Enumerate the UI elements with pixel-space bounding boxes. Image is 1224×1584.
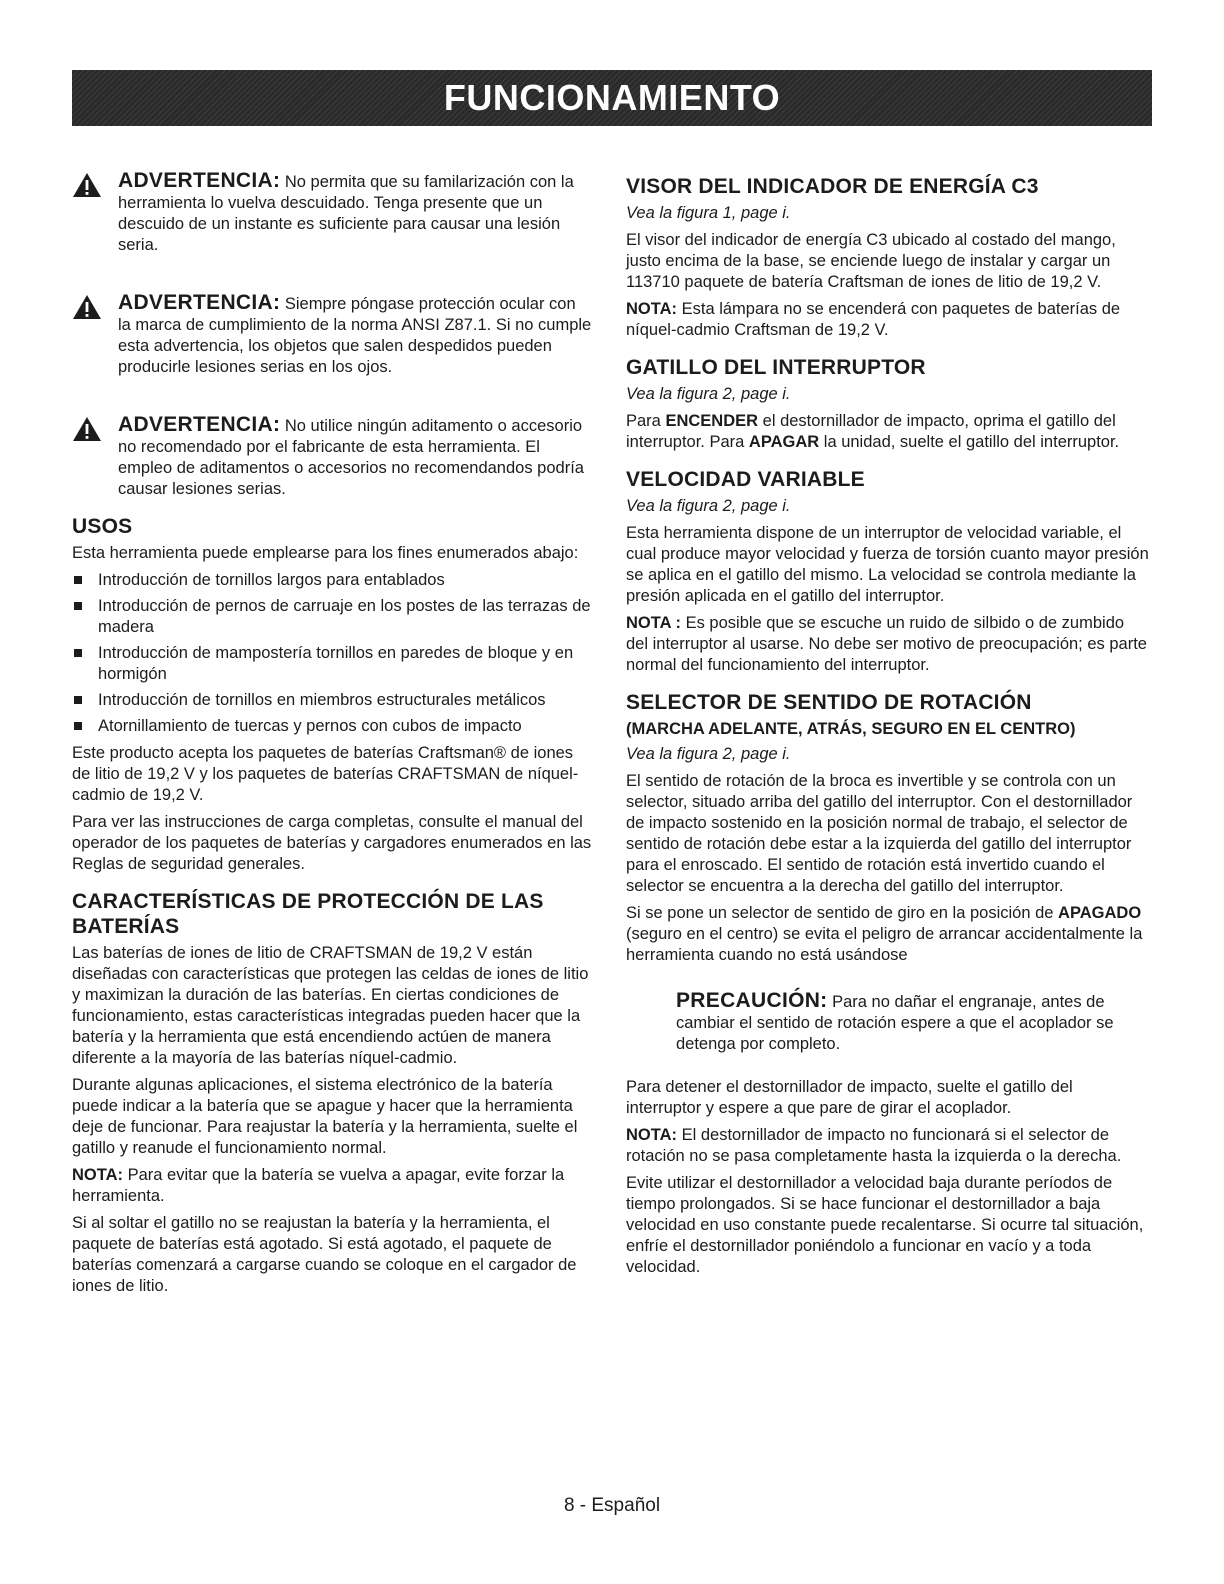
caution-label: PRECAUCIÓN:	[676, 989, 828, 1012]
list-item: Atornillamiento de tuercas y pernos con cubos de impacto	[72, 716, 592, 737]
usos-intro: Esta herramienta puede emplearse para los fines enumerados abajo:	[72, 544, 579, 562]
velocidad-heading: VELOCIDAD VARIABLE	[626, 468, 865, 491]
bullet-square-icon	[74, 722, 82, 730]
proteccion-heading: CARACTERÍSTICAS DE PROTECCIÓN DE LAS BATERÍAS	[72, 890, 544, 938]
note-label: NOTA:	[626, 1126, 678, 1144]
gatillo-paragraph: Para ENCENDER el destornillador de impacto, oprima el gatillo del interruptor. Para APAGAR la unidad, suelte el gatillo del interruptor.	[626, 412, 1120, 451]
gatillo-heading: GATILLO DEL INTERRUPTOR	[626, 356, 926, 379]
note-label: NOTA:	[626, 300, 678, 318]
usos-paragraph: Para ver las instrucciones de carga completas, consulte el manual del operador de los paquetes de baterías y cargadores enumerados en las Reglas de seguridad generales.	[72, 813, 592, 873]
bullet-square-icon	[74, 602, 82, 610]
selector-paragraph: Para detener el destornillador de impacto, suelte el gatillo del interruptor y espere a que pare de girar el acoplador.	[626, 1078, 1073, 1117]
caution-block	[626, 990, 1150, 1055]
velocidad-note: NOTA : Es posible que se escuche un ruido de silbido o de zumbido del interruptor al usarse. No debe ser motivo de preocupación; es parte normal del funcionamiento del interruptor.	[626, 614, 1147, 674]
warning-label: ADVERTENCIA:	[118, 169, 281, 192]
warning-label: ADVERTENCIA:	[118, 413, 281, 436]
note-label: NOTA :	[626, 614, 681, 632]
caution-text: Para no dañar el engranaje, antes de cambiar el sentido de rotación espere a que el acoplador se detenga por completo.	[676, 993, 1114, 1053]
selector-paragraph: El sentido de rotación de la broca es invertible y se controla con un selector, situado arriba del gatillo del interruptor. Con el destornillador de impacto sostenido en la posición normal de trabajo, el selector de sentido de rotación debe estar a la izquierda del gatillo del interruptor para el enroscado. El sentido de rotación está invertido cuando el selector se encuentra a la derecha del gatillo del interruptor.	[626, 772, 1133, 895]
visor-heading: VISOR DEL INDICADOR DE ENERGÍA C3	[626, 175, 1039, 198]
warning-triangle-icon	[72, 416, 102, 442]
proteccion-paragraph: Si al soltar el gatillo no se reajustan la batería y la herramienta, el paquete de baterías está agotado. Si está agotado, el paquete de baterías comenzará a cargarse cuando se coloque en el cargador de iones de litio.	[72, 1214, 577, 1295]
note-label: NOTA:	[72, 1166, 124, 1184]
selector-heading: SELECTOR DE SENTIDO DE ROTACIÓN	[626, 691, 1032, 714]
warning-text: No permita que su familarización con la herramienta lo vuelva descuidado. Tenga presente que un descuido de un instante es suficiente para causar una lesión seria.	[118, 173, 574, 254]
warning-triangle-icon	[72, 172, 102, 198]
usos-heading: USOS	[72, 515, 133, 538]
proteccion-paragraph: Durante algunas aplicaciones, el sistema electrónico de la batería puede indicar a la batería que se apague y hacer que la herramienta deje de funcionar. Para reajustar la batería y la herramienta, suelte el gatillo y reanude el funcionamiento normal.	[72, 1076, 578, 1157]
figure-reference: Vea la figura 1, page i.	[626, 204, 791, 222]
figure-reference: Vea la figura 2, page i.	[626, 497, 791, 515]
velocidad-paragraph: Esta herramienta dispone de un interruptor de velocidad variable, el cual produce mayor velocidad y fuerza de torsión cuanto mayor presión se aplica en el gatillo del mismo. La velocidad se controla mediante la presión aplicada en el gatillo del interruptor.	[626, 524, 1149, 605]
warning-block	[72, 292, 592, 378]
selector-paragraph: Evite utilizar el destornillador a velocidad baja durante períodos de tiempo prolongados. Si se hace funcionar el destornillador a baja velocidad en uso constante puede recalentarse. Si ocurre tal situación, enfríe el destornillador poniéndolo a funcionar en vacío y a toda velocidad.	[626, 1174, 1144, 1276]
figure-reference: Vea la figura 2, page i.	[626, 745, 791, 763]
warning-label: ADVERTENCIA:	[118, 291, 281, 314]
list-item: Introducción de tornillos largos para entablados	[72, 570, 592, 591]
page-title: FUNCIONAMIENTO	[443, 77, 781, 118]
list-item: Introducción de tornillos en miembros estructurales metálicos	[72, 690, 592, 711]
visor-note: NOTA: Esta lámpara no se encenderá con paquetes de baterías de níquel-cadmio Craftsman de 19,2 V.	[626, 300, 1121, 339]
warning-triangle-icon	[72, 294, 102, 320]
warning-block	[72, 170, 592, 256]
warning-text: Siempre póngase protección ocular con la marca de cumplimiento de la norma ANSI Z87.1. Si no cumple esta advertencia, los objetos que salen despedidos pueden producirle lesiones serias en los ojos.	[118, 295, 592, 376]
usos-list	[72, 570, 592, 737]
bullet-square-icon	[74, 696, 82, 704]
section-banner	[72, 70, 1152, 126]
page-number: 8 - Español	[563, 1495, 661, 1516]
selector-paragraph: Si se pone un selector de sentido de giro en la posición de APAGADO (seguro en el centro) se evita el peligro de arrancar accidentalmente la herramienta cuando no está usándose	[626, 904, 1143, 964]
list-item: Introducción de mampostería tornillos en paredes de bloque y en hormigón	[72, 643, 592, 685]
warning-text: No utilice ningún aditamento o accesorio no recomendado por el fabricante de esta herramienta. El empleo de aditamentos o accesorios no recomendandos podría causar lesiones serias.	[118, 417, 584, 498]
bullet-square-icon	[74, 649, 82, 657]
figure-reference: Vea la figura 2, page i.	[626, 385, 791, 403]
visor-paragraph: El visor del indicador de energía C3 ubicado al costado del mango, justo encima de la base, se enciende luego de instalar y cargar un 113710 paquete de batería Craftsman de iones de litio de 19,2 V.	[626, 231, 1116, 291]
proteccion-paragraph: Las baterías de iones de litio de CRAFTSMAN de 19,2 V están diseñadas con características que protegen las celdas de iones de litio y maximizan la duración de las baterías. En ciertas condiciones de funcionamiento, estas características integradas pueden hacer que la batería y la herramienta que está encendiendo actúen de manera diferente a la mayoría de las baterías níquel-cadmio.	[72, 944, 589, 1067]
selector-note: NOTA: El destornillador de impacto no funcionará si el selector de rotación no se pasa completamente hasta la izquierda o la derecha.	[626, 1126, 1122, 1165]
proteccion-note: NOTA: Para evitar que la batería se vuelva a apagar, evite forzar la herramienta.	[72, 1166, 565, 1205]
left-column	[72, 170, 592, 1303]
warning-block	[72, 414, 592, 500]
right-column	[626, 170, 1150, 1284]
usos-paragraph: Este producto acepta los paquetes de baterías Craftsman® de iones de litio de 19,2 V y los paquetes de baterías CRAFTSMAN de níquel-cadmio de 19,2 V.	[72, 744, 579, 804]
selector-subheading: (MARCHA ADELANTE, ATRÁS, SEGURO EN EL CENTRO)	[626, 720, 1076, 738]
list-item: Introducción de pernos de carruaje en los postes de las terrazas de madera	[72, 596, 592, 638]
bullet-square-icon	[74, 576, 82, 584]
